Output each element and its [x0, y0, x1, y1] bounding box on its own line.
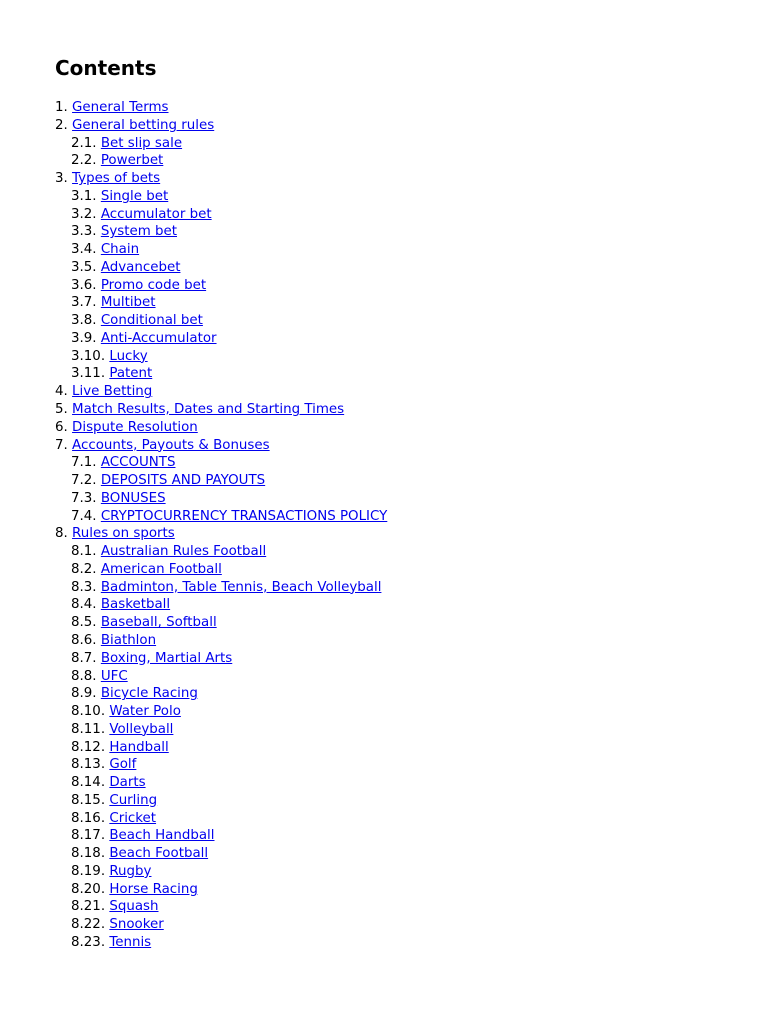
toc-entry [55, 561, 745, 579]
toc-link[interactable]: Darts [109, 775, 146, 791]
toc-entry [55, 312, 745, 330]
toc-entry-number: 2. [55, 117, 68, 133]
toc-link[interactable]: Beach Handball [109, 828, 215, 844]
toc-link[interactable]: Squash [109, 899, 159, 915]
toc-entry [55, 99, 745, 117]
toc-link[interactable]: Bet slip sale [100, 135, 183, 151]
toc-entry-number: 3.9. [71, 330, 97, 346]
toc-link[interactable]: Anti-Accumulator [100, 330, 217, 346]
toc-link[interactable]: Patent [109, 366, 153, 382]
toc-link[interactable]: DEPOSITS AND PAYOUTS [100, 473, 266, 489]
toc-link[interactable]: Chain [100, 242, 140, 258]
page-title: Contents [55, 56, 157, 80]
toc-entry [55, 401, 745, 419]
toc-link[interactable]: Badminton, Table Tennis, Beach Volleyball [100, 579, 382, 595]
toc-link[interactable]: Types of bets [72, 171, 161, 187]
toc-entry-number: 8.3. [71, 579, 97, 595]
toc-link[interactable]: Beach Football [109, 846, 209, 862]
toc-entry-number: 8.17. [71, 828, 106, 844]
toc-entry [55, 472, 745, 490]
toc-entry [55, 614, 745, 632]
toc-link[interactable]: Tennis [109, 934, 152, 950]
contents-page [55, 54, 745, 952]
toc-entry [55, 685, 745, 703]
toc-entry [55, 668, 745, 686]
toc-entry [55, 330, 745, 348]
toc-entry-number: 8.23. [71, 934, 106, 950]
toc-link[interactable]: Cricket [109, 810, 157, 826]
toc-link[interactable]: American Football [100, 561, 222, 577]
toc-entry [55, 827, 745, 845]
toc-entry-number: 8.22. [71, 917, 106, 933]
toc-entry [55, 703, 745, 721]
toc-link[interactable]: Rules on sports [72, 526, 175, 542]
toc-entry-number: 8.21. [71, 899, 106, 915]
toc-entry [55, 437, 745, 455]
toc-entry [55, 898, 745, 916]
toc-entry [55, 774, 745, 792]
toc-entry-number: 8.19. [71, 863, 106, 879]
toc-link[interactable]: Accumulator bet [100, 206, 212, 222]
toc-entry-number: 8.10. [71, 704, 106, 720]
toc-link[interactable]: Single bet [100, 188, 169, 204]
toc-link[interactable]: General Terms [72, 100, 169, 115]
toc-entry-number: 8.6. [71, 632, 97, 648]
toc-entry-number: 3.3. [71, 224, 97, 240]
toc-entry-number: 3.6. [71, 277, 97, 293]
toc-link[interactable]: Powerbet [100, 153, 164, 169]
toc-link[interactable]: System bet [100, 224, 178, 240]
toc-entry [55, 632, 745, 650]
toc-entry-number: 8.20. [71, 881, 106, 897]
toc-link[interactable]: Volleyball [109, 721, 174, 737]
toc-link[interactable]: Horse Racing [109, 881, 198, 897]
toc-entry [55, 383, 745, 401]
toc-link[interactable]: Conditional bet [100, 313, 203, 329]
table-of-contents [55, 99, 745, 952]
toc-link[interactable]: Promo code bet [100, 277, 207, 293]
toc-entry [55, 170, 745, 188]
toc-entry [55, 419, 745, 437]
toc-entry-number: 7.1. [71, 455, 97, 471]
toc-entry-number: 3.5. [71, 259, 97, 275]
toc-link[interactable]: BONUSES [100, 490, 166, 506]
toc-link[interactable]: CRYPTOCURRENCY TRANSACTIONS POLICY [100, 508, 388, 524]
toc-entry-number: 7. [55, 437, 68, 453]
toc-link[interactable]: General betting rules [72, 117, 215, 133]
toc-entry [55, 454, 745, 472]
toc-entry [55, 721, 745, 739]
toc-entry-number: 8.16. [71, 810, 106, 826]
toc-entry [55, 792, 745, 810]
toc-entry [55, 596, 745, 614]
toc-link[interactable]: Biathlon [100, 632, 157, 648]
toc-link[interactable]: Multibet [100, 295, 156, 311]
toc-link[interactable]: ACCOUNTS [100, 455, 176, 471]
toc-entry-number: 3.10. [71, 348, 106, 364]
toc-entry-number: 8.14. [71, 775, 106, 791]
toc-link[interactable]: UFC [100, 668, 128, 684]
toc-entry-number: 3.4. [71, 242, 97, 258]
toc-entry [55, 277, 745, 295]
toc-entry [55, 934, 745, 952]
toc-entry-number: 7.4. [71, 508, 97, 524]
toc-entry-number: 7.3. [71, 490, 97, 506]
toc-entry-number: 3.2. [71, 206, 97, 222]
toc-entry [55, 579, 745, 597]
toc-entry [55, 365, 745, 383]
toc-entry [55, 845, 745, 863]
toc-entry-number: 8.2. [71, 561, 97, 577]
toc-link[interactable]: Water Polo [109, 704, 181, 720]
toc-entry [55, 348, 745, 366]
toc-link[interactable]: Handball [109, 739, 169, 755]
toc-entry-number: 8.12. [71, 739, 106, 755]
toc-entry [55, 525, 745, 543]
toc-entry [55, 650, 745, 668]
toc-link[interactable]: Accounts, Payouts & Bonuses [72, 437, 270, 453]
toc-entry [55, 152, 745, 170]
toc-link[interactable]: Boxing, Martial Arts [100, 650, 233, 666]
toc-entry-number: 5. [55, 402, 68, 418]
toc-entry-number: 2.2. [71, 153, 97, 169]
toc-link[interactable]: Bicycle Racing [100, 686, 198, 702]
toc-link[interactable]: Basketball [100, 597, 171, 613]
toc-entry-number: 4. [55, 384, 68, 400]
toc-entry [55, 756, 745, 774]
toc-entry [55, 223, 745, 241]
toc-entry [55, 294, 745, 312]
toc-entry-number: 8.11. [71, 721, 106, 737]
toc-link[interactable]: Advancebet [100, 259, 181, 275]
toc-entry [55, 508, 745, 526]
toc-entry-number: 3.1. [71, 188, 97, 204]
toc-entry-number: 1. [55, 100, 68, 115]
toc-entry-number: 8.4. [71, 597, 97, 613]
toc-entry-number: 8.1. [71, 544, 97, 560]
toc-link[interactable]: Snooker [109, 917, 164, 933]
toc-entry [55, 135, 745, 153]
toc-entry-number: 8.15. [71, 792, 106, 808]
toc-entry-number: 6. [55, 419, 68, 435]
toc-entry [55, 881, 745, 899]
toc-entry-number: 8.13. [71, 757, 106, 773]
toc-entry-number: 8. [55, 526, 68, 542]
toc-link[interactable]: Baseball, Softball [100, 615, 217, 631]
toc-entry-number: 8.7. [71, 650, 97, 666]
toc-entry [55, 117, 745, 135]
toc-link[interactable]: Rugby [109, 863, 152, 879]
toc-entry [55, 241, 745, 259]
toc-entry-number: 3.11. [71, 366, 106, 382]
toc-entry [55, 863, 745, 881]
toc-entry-number: 8.9. [71, 686, 97, 702]
toc-link[interactable]: Curling [109, 792, 158, 808]
toc-entry-number: 3.8. [71, 313, 97, 329]
toc-link[interactable]: Golf [109, 757, 137, 773]
toc-entry-number: 8.5. [71, 615, 97, 631]
toc-entry-number: 8.18. [71, 846, 106, 862]
toc-entry [55, 916, 745, 934]
toc-entry [55, 259, 745, 277]
toc-entry-number: 2.1. [71, 135, 97, 151]
toc-entry-number: 7.2. [71, 473, 97, 489]
toc-link[interactable]: Live Betting [72, 384, 153, 400]
toc-entry [55, 490, 745, 508]
toc-entry [55, 739, 745, 757]
toc-entry-number: 8.8. [71, 668, 97, 684]
toc-link[interactable]: Dispute Resolution [72, 419, 198, 435]
toc-entry [55, 543, 745, 561]
toc-entry-number: 3. [55, 171, 68, 187]
toc-entry [55, 810, 745, 828]
toc-link[interactable]: Lucky [109, 348, 148, 364]
toc-entry [55, 188, 745, 206]
toc-entry-number: 3.7. [71, 295, 97, 311]
toc-link[interactable]: Australian Rules Football [100, 544, 267, 560]
toc-link[interactable]: Match Results, Dates and Starting Times [72, 402, 345, 418]
toc-entry [55, 206, 745, 224]
